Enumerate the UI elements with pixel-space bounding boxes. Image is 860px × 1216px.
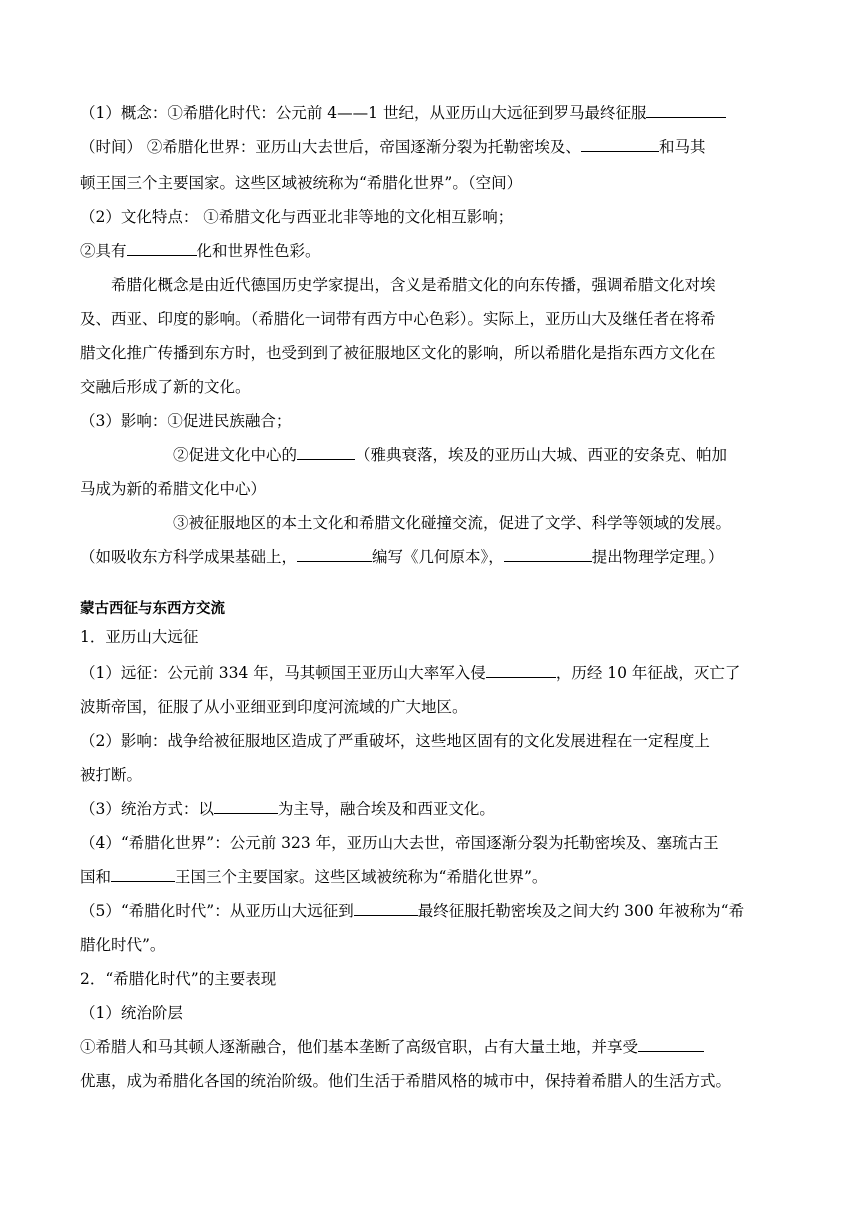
fill-blank[interactable] [111,866,175,882]
text-line: 优惠，成为希腊化各国的统治阶级。他们生活于希腊风格的城市中，保持着希腊人的生活方式。 [80,1072,732,1090]
fill-blank[interactable] [354,900,418,916]
text-line: （2）文化特点： ①希腊文化与西亚北非等地的文化相互影响； [80,208,514,226]
text-line: （时间） ②希腊化世界：亚历山大去世后，帝国逐渐分裂为托勒密埃及、 和马其 [80,138,706,156]
text-line: 马成为新的希腊文化中心） [80,480,267,498]
fill-blank[interactable] [214,798,278,814]
text-line: 被打断。 [80,766,143,784]
text-line: （如吸收东方科学成果基础上， 编写《几何原本》， 提出物理学定理。） [80,548,724,566]
fill-blank[interactable] [504,546,592,562]
text-line: 波斯帝国，征服了从小亚细亚到印度河流域的广大地区。 [80,698,468,716]
text-line: 腊化时代”。 [80,936,166,954]
text-line: （1）统治阶层 [80,1004,183,1022]
text-line: （1）远征：公元前 334 年，马其顿国王亚历山大率军入侵 ，历经 10 年征战，灭亡了 [80,664,741,682]
text-line: ②具有 化和世界性色彩。 [80,242,321,260]
text-line: ②促进文化中心的 （雅典衰落，埃及的亚历山大城、西亚的安条克、帕加 [80,446,728,464]
text-line: （1）概念：①希腊化时代：公元前 4——1 世纪，从亚历山大远征到罗马最终征服 [80,102,783,124]
text-line: ③被征服地区的本土文化和希腊文化碰撞交流，促进了文学、科学等领域的发展。 [80,514,732,532]
fill-blank[interactable] [297,546,372,562]
fill-blank[interactable] [646,102,726,118]
text-line: （4）“希腊化世界”：公元前 323 年，亚历山大去世，帝国逐渐分裂为托勒密埃及、塞琉古王 [80,834,719,852]
fill-blank[interactable] [297,444,355,460]
text-line: 希腊化概念是由近代德国历史学家提出，含义是希腊文化的向东传播，强调希腊文化对埃 [80,276,716,294]
text-line: （5）“希腊化时代”：从亚历山大远征到 最终征服托勒密埃及之间大约 300 年被称为“希 [80,902,745,920]
section-title: 蒙古西征与东西方交流 [80,601,225,617]
text-line: （2）影响：战争给被征服地区造成了严重破坏，这些地区固有的文化发展进程在一定程度上 [80,732,710,750]
text-line: 腊文化推广传播到东方时，也受到到了被征服地区文化的影响，所以希腊化是指东西方文化在 [80,344,716,362]
text-line: 1．亚历山大远征 [80,628,199,646]
text-line: 及、西亚、印度的影响。（希腊化一词带有西方中心色彩）。实际上，亚历山大及继任者在将希 [80,310,716,328]
text-line: （3）影响：①促进民族融合； [80,412,292,430]
fill-blank[interactable] [581,136,659,152]
text-line: 国和 王国三个主要国家。这些区域被统称为“希腊化世界”。 [80,868,548,886]
fill-blank[interactable] [486,662,556,678]
text-line: ①希腊人和马其顿人逐渐融合，他们基本垄断了高级官职，占有大量土地，并享受 [80,1036,783,1058]
text-line: 交融后形成了新的文化。 [80,378,251,396]
subheading: 2．“希腊化时代”的主要表现 [80,970,277,988]
text-line: 顿王国三个主要国家。这些区域被统称为“希腊化世界”。（空间） [80,174,523,192]
fill-blank[interactable] [638,1036,704,1052]
fill-blank[interactable] [127,240,197,256]
text-line: （3）统治方式：以 为主导，融合埃及和西亚文化。 [80,800,495,818]
